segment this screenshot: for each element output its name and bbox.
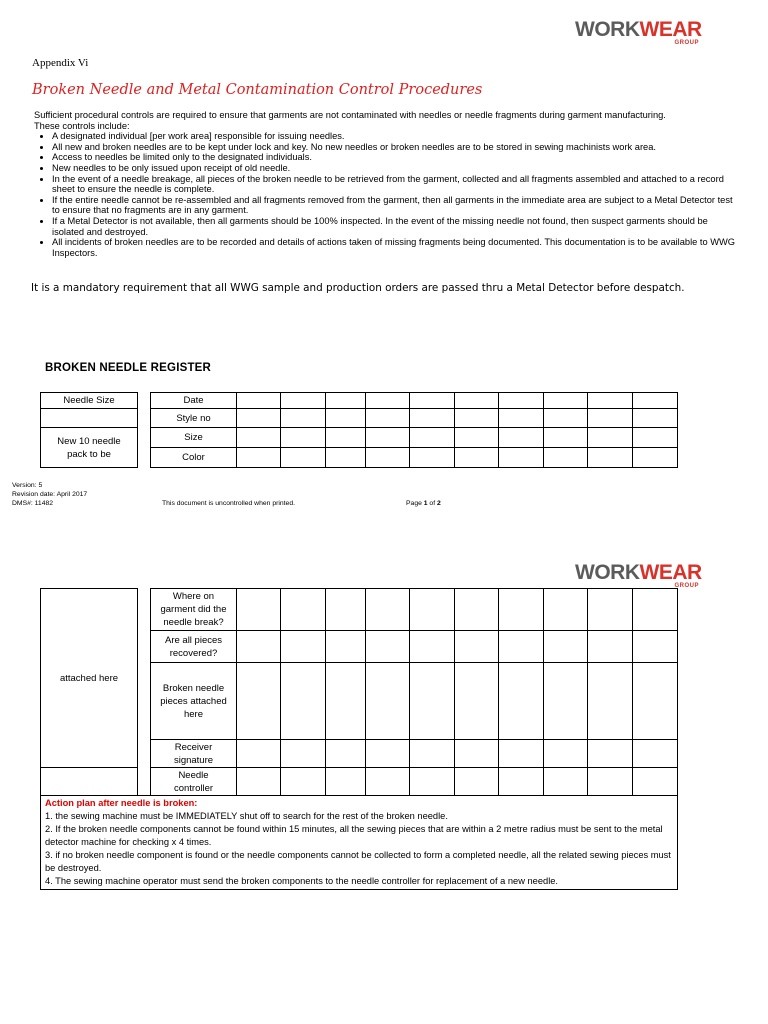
action-plan xyxy=(41,796,678,890)
register-table xyxy=(40,392,678,468)
list-item: • All incidents of broken needles are to be recorded and details of actions taken of missing fragments being documented. This documentation is to be available to WWG Inspectors. xyxy=(52,237,739,258)
appendix-label: Appendix Vi xyxy=(32,57,89,69)
row-label-pieces-attached: Broken needle pieces attached here xyxy=(151,663,237,740)
mandatory-statement: It is a mandatory requirement that all WWG sample and production orders are passed thru a Metal Detector before despatch. xyxy=(31,282,685,294)
logo-word-work: WORK xyxy=(575,18,640,41)
list-item: • New needles to be only issued upon receipt of old needle. xyxy=(52,163,739,174)
table-row xyxy=(41,393,678,409)
page-number: Page 1 of 2 xyxy=(406,500,441,507)
new-needle-pack-label: New 10 needle pack to be xyxy=(41,428,138,468)
logo-word-wear: WEAR xyxy=(639,561,702,584)
company-logo xyxy=(575,18,702,46)
row-label-size: Size xyxy=(151,428,237,448)
action-step: 1. the sewing machine must be IMMEDIATELY shut off to search for the rest of the broken needle. xyxy=(45,811,448,821)
document-footer xyxy=(12,482,87,508)
list-item: • If the entire needle cannot be re-assembled and all fragments removed from the garment, then all garments in the immediate area are subject to a Metal Detector test to ensure that no fragments are in any garment. xyxy=(52,195,739,216)
list-item: • In the event of a needle breakage, all pieces of the broken needle to be retrieved from the garment, collected and all fragments assembled and attached to a record sheet to ensure the needle is complete. xyxy=(52,174,739,195)
version: Version: 5 xyxy=(12,482,43,489)
controls-intro: These controls include: xyxy=(34,120,130,131)
list-item: • If a Metal Detector is not available, then all garments should be 100% inspected. In the event of the missing needle not found, then suspect garments should be isolated and destroyed. xyxy=(52,216,739,237)
table-row xyxy=(41,796,678,890)
attached-here-cell: attached here xyxy=(41,589,138,768)
row-label-color: Color xyxy=(151,448,237,468)
action-plan-title: Action plan after needle is broken: xyxy=(45,798,198,808)
dms-number: DMS#: 11482 xyxy=(12,499,54,507)
needle-break-table xyxy=(40,588,678,890)
row-label-style: Style no xyxy=(151,409,237,428)
logo-sub: GROUP xyxy=(674,583,699,589)
needle-size-label: Needle Size xyxy=(41,393,138,409)
row-label-receiver-signature: Receiver signature xyxy=(151,740,237,768)
table-row xyxy=(41,428,678,448)
action-step: 4. The sewing machine operator must send the broken components to the needle controller for replacement of a new needle. xyxy=(45,876,559,886)
list-item: • Access to needles be limited only to the designated individuals. xyxy=(52,152,739,163)
table-row xyxy=(41,589,678,631)
company-logo-page2 xyxy=(575,561,702,589)
action-step: 2. If the broken needle components cannot be found within 15 minutes, all the sewing pieces that are within a 2 metre radius must be sent to the metal detector machine for checking x 4 times. xyxy=(45,824,663,847)
row-label-pieces-recovered: Are all pieces recovered? xyxy=(151,631,237,663)
uncontrolled-notice: This document is uncontrolled when printed. xyxy=(162,500,295,507)
action-step: 3. if no broken needle component is found or the needle components cannot be collected to form a completed needle, all the related sewing pieces must be destroyed. xyxy=(45,850,671,873)
page-title: Broken Needle and Metal Contamination Control Procedures xyxy=(32,82,483,98)
list-item: • All new and broken needles are to be kept under lock and key. No new needles or broken needles are to be stored in sewing machinists work area. xyxy=(52,142,739,153)
procedures-text xyxy=(34,110,739,258)
logo-word-wear: WEAR xyxy=(639,18,702,41)
table-row xyxy=(41,409,678,428)
intro-paragraph: Sufficient procedural controls are required to ensure that garments are not contaminated with needles or needle fragments during garment manufacturing. xyxy=(34,110,666,120)
register-title: BROKEN NEEDLE REGISTER xyxy=(45,362,212,374)
needle-size-value[interactable] xyxy=(41,409,138,428)
table-row xyxy=(41,768,678,796)
list-item: • A designated individual [per work area] responsible for issuing needles. xyxy=(52,131,739,142)
row-label-date: Date xyxy=(151,393,237,409)
controls-list xyxy=(34,131,739,258)
row-label-break-location: Where on garment did the needle break? xyxy=(151,589,237,631)
logo-sub: GROUP xyxy=(674,40,699,46)
revision-date: Revision date: April 2017 xyxy=(12,490,88,498)
logo-word-work: WORK xyxy=(575,561,640,584)
row-label-needle-controller: Needle controller xyxy=(151,768,237,796)
